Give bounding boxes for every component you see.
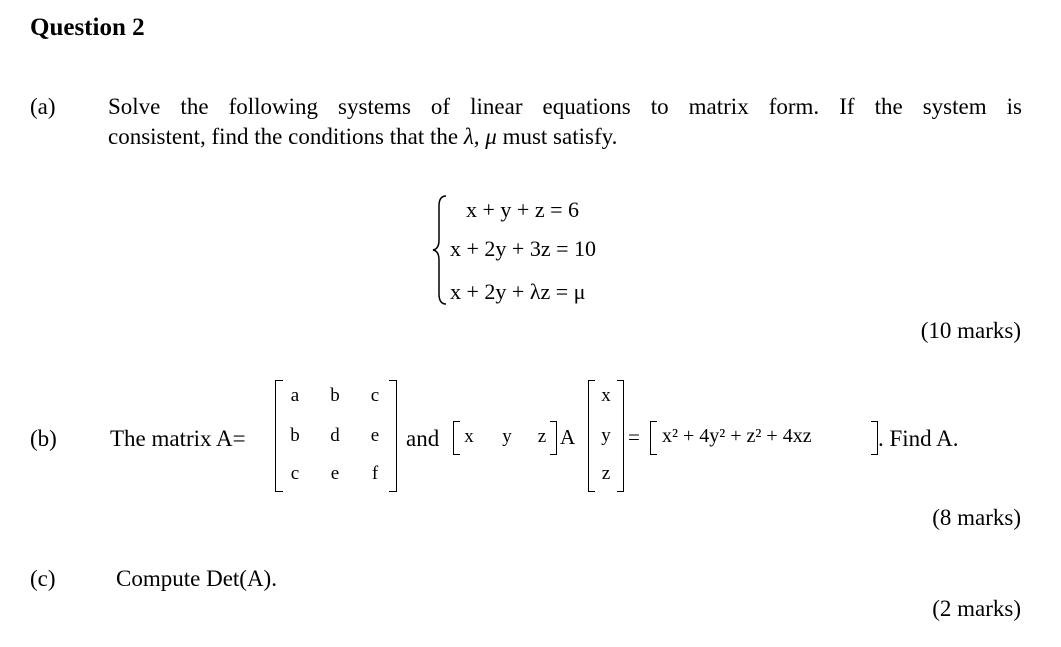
rhs-expression: x² + 4y² + z² + 4xz bbox=[662, 425, 812, 447]
matrix-cell: a bbox=[290, 385, 300, 406]
rhs-vector bbox=[650, 421, 878, 457]
matrix-cell: f bbox=[371, 463, 379, 484]
matrix-cell: d bbox=[330, 425, 340, 446]
part-a-line2-prefix: consistent, find the conditions that the bbox=[108, 124, 464, 149]
matrix-cell: c bbox=[290, 463, 300, 484]
and-word: and bbox=[406, 426, 440, 451]
column-vector bbox=[588, 380, 624, 492]
part-c-marks: (2 marks) bbox=[932, 596, 1021, 621]
row-vector bbox=[453, 421, 557, 457]
part-b-prefix: The matrix A= bbox=[110, 426, 246, 451]
part-a-marks: (10 marks) bbox=[920, 318, 1021, 343]
matrix-cell: e bbox=[370, 425, 380, 446]
part-c-label: (c) bbox=[30, 566, 56, 591]
part-b-suffix: . Find A. bbox=[878, 426, 959, 451]
part-a-line2 bbox=[108, 124, 617, 150]
equals-sign: = bbox=[628, 425, 640, 449]
matrix-cell: e bbox=[330, 463, 340, 484]
part-b-marks: (8 marks) bbox=[932, 505, 1021, 530]
part-c-text: Compute Det(A). bbox=[116, 566, 277, 591]
column-vector-cell: y bbox=[601, 425, 611, 446]
matrix-left-bracket bbox=[275, 380, 283, 492]
column-vector-cell: x bbox=[601, 385, 611, 406]
lambda-mu-symbols: λ, μ bbox=[463, 124, 497, 149]
matrix-right-bracket bbox=[389, 380, 397, 492]
equation-3: x + 2y + λz = μ bbox=[450, 279, 586, 304]
part-a-line2-suffix: must satisfy. bbox=[496, 124, 618, 149]
equation-2: x + 2y + 3z = 10 bbox=[450, 236, 596, 261]
column-vector-cell: z bbox=[601, 463, 611, 484]
matrix-cell: b bbox=[330, 385, 340, 406]
column-vector-right-bracket bbox=[617, 380, 624, 492]
row-vector-cell: x bbox=[464, 426, 474, 447]
matrix-a bbox=[275, 380, 397, 492]
equation-1: x + y + z = 6 bbox=[466, 197, 579, 222]
question-title: Question 2 bbox=[30, 14, 145, 41]
row-vector-cell: z bbox=[537, 426, 547, 447]
left-brace-icon bbox=[432, 194, 448, 306]
rhs-right-bracket bbox=[871, 421, 878, 455]
row-vector-cell: y bbox=[502, 426, 512, 447]
part-a-label: (a) bbox=[30, 94, 56, 119]
matrix-a-symbol: A bbox=[560, 425, 576, 449]
matrix-cell: c bbox=[370, 385, 380, 406]
part-b-label: (b) bbox=[30, 426, 57, 451]
part-a-line1: Solve the following systems of linear equations to matrix form. If the system is bbox=[108, 94, 1022, 119]
rhs-left-bracket bbox=[650, 421, 657, 455]
matrix-cell: b bbox=[290, 425, 300, 446]
